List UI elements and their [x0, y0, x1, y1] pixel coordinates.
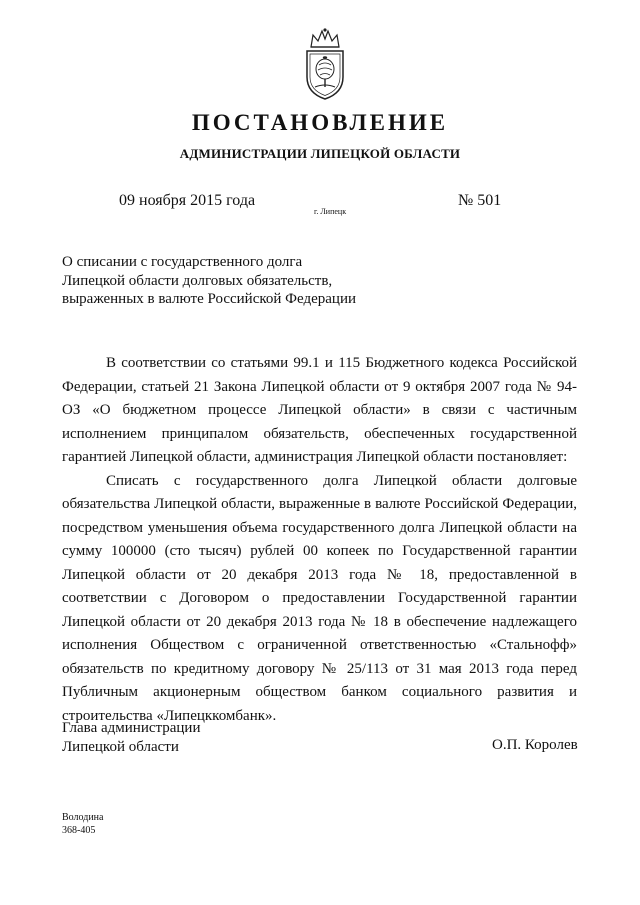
body-paragraph: В соответствии со статьями 99.1 и 115 Бюджетного кодекса Российской Федерации, статьей 21 Закона Липецкой области от 9 октября 2007 года № 94-ОЗ «О бюджетном процессе Липецкой области» в связи с частичным исполнением принципалом обязательств, обеспеченных государственной гарантией Липецкой области, администрация Липецкой области постановляет:	[62, 355, 577, 465]
document-date: 09 ноября 2015 года	[119, 192, 256, 209]
document-body	[62, 352, 577, 728]
subject-line: О списании с государственного долга	[62, 254, 303, 270]
executor-phone: 368-405	[62, 825, 96, 836]
signatory-position-line: Глава администрации	[62, 720, 201, 736]
executor-name: Володина	[62, 812, 104, 823]
document-number: № 501	[458, 192, 502, 209]
subject-line: выраженных в валюте Российской Федерации	[62, 291, 357, 307]
document-subject	[62, 253, 402, 309]
document-city: г. Липецк	[314, 207, 347, 216]
signatory-name: О.П. Королев	[492, 737, 578, 753]
document-title: ПОСТАНОВЛЕНИЕ	[191, 110, 449, 135]
executor-info	[62, 811, 103, 837]
subject-line: Липецкой области долговых обязательств,	[62, 272, 333, 289]
signatory-position	[62, 719, 200, 756]
signatory-position-line: Липецкой области	[62, 738, 179, 755]
issuing-authority: АДМИНИСТРАЦИИ ЛИПЕЦКОЙ ОБЛАСТИ	[179, 146, 461, 161]
coat-of-arms-icon	[303, 27, 347, 101]
body-paragraph: Списать с государственного долга Липецкой области долговые обязательства Липецкой области, выраженные в валюте Российской Федерации, посредством уменьшения объема государственного долга Липецкой области на сумму 100000 (сто тысяч) рублей 00 копеек по Государственной гарантии Липецкой области от 20 декабря 2013 года № 18, предоставленной в соответствии с Договором о предоставлении Государственной гарантии Липецкой области от 20 декабря 2013 года № 18 в обеспечение надлежащего исполнения Обществом с ограниченной ответственностью «Стальнофф» обязательств по кредитному договору № 25/113 от 31 мая 2013 года перед Публичным акционерным обществом банком социального развития и строительства «Липецккомбанк».	[62, 472, 577, 724]
